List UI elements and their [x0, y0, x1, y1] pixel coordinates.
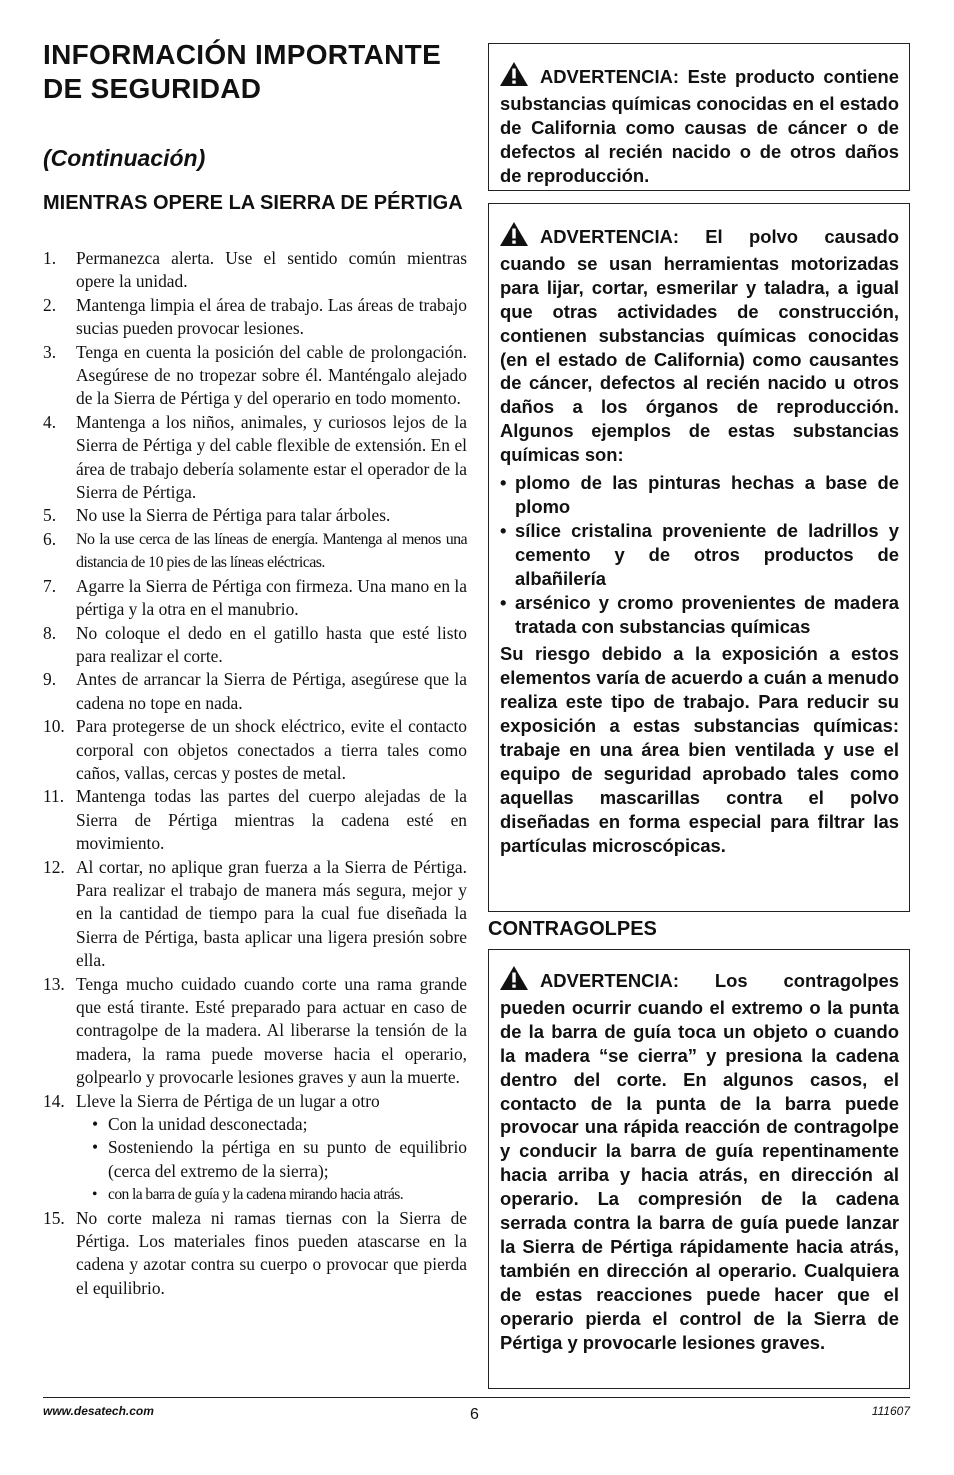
item-number: 2.	[43, 294, 57, 315]
page-title: INFORMACIÓN IMPORTANTE DE SEGURIDAD	[43, 39, 442, 104]
list-item	[43, 294, 467, 341]
item-text: No corte maleza ni ramas tiernas con la Sierra de Pértiga. Los materiales finos pueden atascarse en la cadena y azotar contra su cuerpo o provocar que pierda el equilibrio.	[76, 1207, 467, 1298]
item-text: No use la Sierra de Pértiga para talar árboles.	[76, 505, 391, 526]
item-text: Tenga en cuenta la posición del cable de prolongación. Asegúrese de no tropezar sobre él. Manténgalo alejado de la Sierra de Pértiga y del operario en todo momento.	[76, 341, 467, 409]
item-number: 11.	[43, 786, 65, 807]
list-item: • plomo de las pinturas hechas a base de plomo	[500, 471, 899, 519]
footer-website: www.desatech.com	[43, 1404, 154, 1418]
list-item	[43, 622, 467, 669]
list-item	[43, 973, 467, 1090]
list-item	[43, 528, 467, 575]
list-item	[43, 1207, 467, 1301]
list-item: • con la barra de guía y la cadena mirando hacia atrás.	[92, 1183, 467, 1206]
list-item: • sílice cristalina proveniente de ladrillos y cemento y de otros productos de albañilería	[500, 519, 899, 591]
warning-triangle-icon	[500, 222, 528, 252]
list-item: • Sosteniendo la pértiga en su punto de equilibrio (cerca del extremo de la sierra);	[92, 1136, 467, 1183]
list-item	[43, 1090, 467, 1207]
item-text: Al cortar, no aplique gran fuerza a la Sierra de Pértiga. Para realizar el trabajo de manera más segura, mejor y en la cantidad de tiempo para la cual fue diseñada la Sierra de Pértiga, basta aplicar una ligera presión sobre ella.	[76, 856, 467, 971]
kickback-warning-box	[488, 949, 910, 1389]
list-item	[43, 504, 467, 527]
item-number: 3.	[43, 341, 57, 362]
item-number: 12.	[43, 856, 65, 877]
list-item	[43, 341, 467, 411]
california-warning-box	[488, 43, 910, 191]
item-number: 8.	[43, 622, 57, 643]
item-text: No coloque el dedo en el gatillo hasta que esté listo para realizar el corte.	[76, 622, 467, 666]
carry-conditions-list	[76, 1113, 467, 1207]
operating-rules-list	[43, 247, 467, 1300]
dust-warning-box	[488, 203, 910, 912]
item-text: Lleve la Sierra de Pértiga de un lugar a otro	[76, 1090, 380, 1111]
list-item	[43, 785, 467, 855]
kickback-section-heading: CONTRAGOLPES	[488, 918, 657, 940]
operating-section-heading: MIENTRAS OPERE LA SIERRA DE PÉRTIGA	[43, 192, 463, 214]
item-number: 13.	[43, 973, 65, 994]
list-item	[43, 247, 467, 294]
item-text: Antes de arrancar la Sierra de Pértiga, asegúrese que la cadena no tope en nada.	[76, 669, 467, 713]
item-number: 9.	[43, 669, 57, 690]
warning-triangle-icon	[500, 62, 528, 92]
item-number: 15.	[43, 1207, 65, 1228]
item-number: 7.	[43, 575, 57, 596]
document-code: 111607	[871, 1404, 910, 1418]
list-item	[43, 715, 467, 785]
item-number: 6.	[43, 528, 57, 549]
warning-triangle-icon	[500, 966, 528, 996]
item-text: No la use cerca de las líneas de energía. Mantenga al menos una distancia de 10 pies de las líneas eléctricas.	[76, 530, 467, 572]
list-item	[43, 668, 467, 715]
dust-warning-intro: ADVERTENCIA: El polvo causado cuando se usan herramientas motorizadas para lijar, cortar, esmerilar y taladra, a igual que otras actividades de construcción, contienen substancias químicas conocidas (en el estado de California) como causantes de cáncer, defectos al recién nacido u otros daños a los órganos de reproducción. Algunos ejemplos de estas substancias químicas son:	[500, 226, 899, 466]
page-subtitle: (Continuación)	[43, 145, 206, 171]
chemical-examples-list	[500, 471, 899, 638]
item-number: 14.	[43, 1090, 65, 1111]
item-text: Mantenga limpia el área de trabajo. Las áreas de trabajo sucias pueden provocar lesiones.	[76, 294, 467, 339]
list-item: • Con la unidad desconectada;	[92, 1113, 467, 1136]
item-number: 10.	[43, 716, 65, 737]
dust-warning-outro: Su riesgo debido a la exposición a estos elementos varía de acuerdo a cuán a menudo realiza este tipo de trabajo. Para reducir su exposición a estas substancias químicas: trabaje en una área bien ventilada y use el equipo de seguridad aprobado tales como aquellas mascarillas contra el polvo diseñadas en forma especial para filtrar las partículas microscópicas.	[500, 643, 899, 856]
list-item	[43, 856, 467, 973]
item-text: Tenga mucho cuidado cuando corte una rama grande que está tirante. Esté preparado para actuar en caso de contragolpe de la madera. Al liberarse la tensión de la madera, la rama puede moverse hacia el operario, golpearlo y provocarle lesiones graves y aun la muerte.	[76, 973, 467, 1088]
california-warning-text: ADVERTENCIA: Este producto contiene substancias químicas conocidas en el estado de California como causas de cáncer o de defectos al recién nacido o de otros daños de reproducción.	[500, 66, 899, 186]
item-number: 5.	[43, 505, 57, 526]
kickback-warning-text: ADVERTENCIA: Los contragolpes pueden ocurrir cuando el extremo o la punta de la barra de guía toca un objeto o cuando la madera “se cierra” y presiona la cadena dentro del corte. En algunos casos, el contacto de la punta de la barra puede provocar una rápida reacción de contragolpe y conducir la barra de guía repentinamente hacia arriba y hacia atrás, en dirección al operario. La compresión de la cadena serrada contra la barra de guía puede lanzar la Sierra de Pértiga rápidamente hacia atrás, también en dirección al operario. Cualquiera de estas reacciones puede hacer que el operario pierda el control de la Sierra de Pértiga y provocarle lesiones graves.	[500, 970, 899, 1353]
item-text: Para protegerse de un shock eléctrico, evite el contacto corporal con objetos conectados a tierra tales como caños, vallas, cercas y postes de metal.	[76, 716, 467, 783]
item-text: Mantenga a los niños, animales, y curiosos lejos de la Sierra de Pértiga y del cable flexible de extensión. En el área de trabajo debería solamente estar el operador de la Sierra de Pértiga.	[76, 411, 467, 503]
page-number: 6	[470, 1406, 479, 1423]
item-number: 4.	[43, 411, 57, 432]
list-item	[43, 411, 467, 505]
footer-divider	[43, 1397, 910, 1398]
item-text: Mantenga todas las partes del cuerpo alejadas de la Sierra de Pértiga mientras la cadena esté en movimiento.	[76, 786, 467, 854]
item-text: Permanezca alerta. Use el sentido común mientras opere la unidad.	[76, 248, 467, 292]
item-text: Agarre la Sierra de Pértiga con firmeza. Una mano en la pértiga y la otra en el manubrio.	[76, 575, 467, 620]
item-number: 1.	[43, 248, 57, 268]
list-item	[43, 575, 467, 622]
list-item: • arsénico y cromo provenientes de madera tratada con substancias químicas	[500, 591, 899, 639]
